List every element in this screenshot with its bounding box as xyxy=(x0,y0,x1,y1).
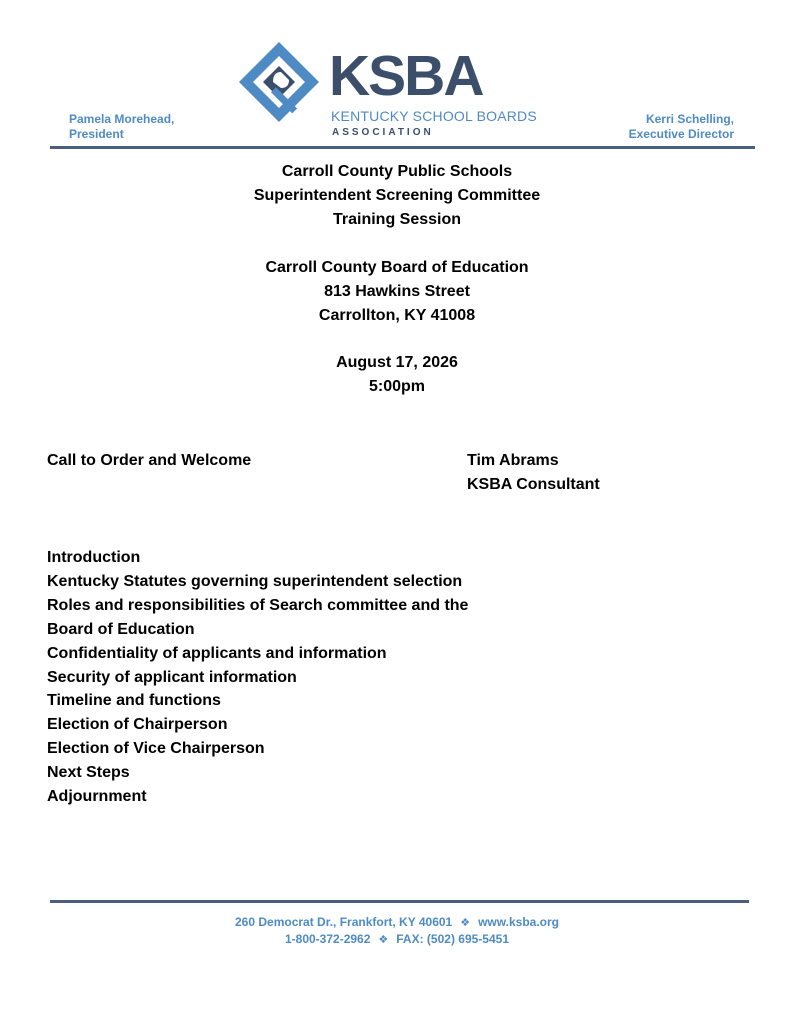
president-info xyxy=(69,112,174,142)
logo-subtitle-association: ASSOCIATION xyxy=(332,127,434,138)
agenda-item: Adjournment xyxy=(47,788,147,806)
separator-icon: ❖ xyxy=(378,934,389,946)
agenda-item: Board of Education xyxy=(47,620,195,638)
director-name: Kerri Schelling, xyxy=(645,112,734,126)
president-name: Pamela Morehead, xyxy=(69,112,175,126)
president-title: President xyxy=(69,127,124,141)
executive-director-info xyxy=(629,112,734,142)
logo-wordmark: KSBA xyxy=(329,44,483,108)
presenter-name: Tim Abrams xyxy=(467,452,559,469)
location-line-1: Carroll County Board of Education xyxy=(265,259,529,276)
location-line-2: 813 Hawkins Street xyxy=(324,283,470,300)
location-line-3: Carrollton, KY 41008 xyxy=(318,307,476,324)
footer-phone: 1-800-372-2962 xyxy=(284,932,371,946)
footer-divider xyxy=(50,900,749,903)
footer-fax: FAX: (502) 695-5451 xyxy=(396,932,509,946)
agenda-item: Next Steps xyxy=(47,764,130,782)
title-line-2: Superintendent Screening Committee xyxy=(253,187,541,204)
agenda-item: Introduction xyxy=(47,549,141,566)
footer-line-2 xyxy=(0,931,794,949)
location-block xyxy=(0,256,794,328)
meeting-time: 5:00pm xyxy=(368,378,426,395)
footer-address: 260 Democrat Dr., Frankfort, KY 40601 xyxy=(235,915,453,929)
agenda-list xyxy=(47,546,468,809)
ksba-logo xyxy=(237,40,547,140)
agenda-item: Confidentiality of applicants and information xyxy=(47,644,387,662)
header-divider xyxy=(50,146,755,149)
agenda-item: Security of applicant information xyxy=(47,668,297,686)
logo-subtitle: KENTUCKY SCHOOL BOARDS xyxy=(331,108,537,124)
datetime-block xyxy=(0,351,794,399)
meeting-title-block xyxy=(0,160,794,232)
call-to-order-label: Call to Order and Welcome xyxy=(47,452,252,469)
agenda-item: Election of Chairperson xyxy=(47,716,228,734)
presenter-title: KSBA Consultant xyxy=(467,476,600,493)
meeting-date: August 17, 2026 xyxy=(336,354,458,371)
ksba-logo-mark-icon xyxy=(237,40,327,130)
presenter-info xyxy=(467,449,600,497)
agenda-item: Kentucky Statutes governing superintendent selection xyxy=(47,572,463,590)
title-line-3: Training Session xyxy=(332,211,462,228)
footer-line-1 xyxy=(0,914,794,932)
director-title: Executive Director xyxy=(628,127,734,141)
separator-icon: ❖ xyxy=(460,917,471,929)
agenda-item: Roles and responsibilities of Search committee and the xyxy=(47,596,469,614)
title-line-1: Carroll County Public Schools xyxy=(281,163,513,180)
footer-website: www.ksba.org xyxy=(478,915,559,929)
agenda-item: Election of Vice Chairperson xyxy=(47,740,265,758)
agenda-item: Timeline and functions xyxy=(47,692,221,710)
